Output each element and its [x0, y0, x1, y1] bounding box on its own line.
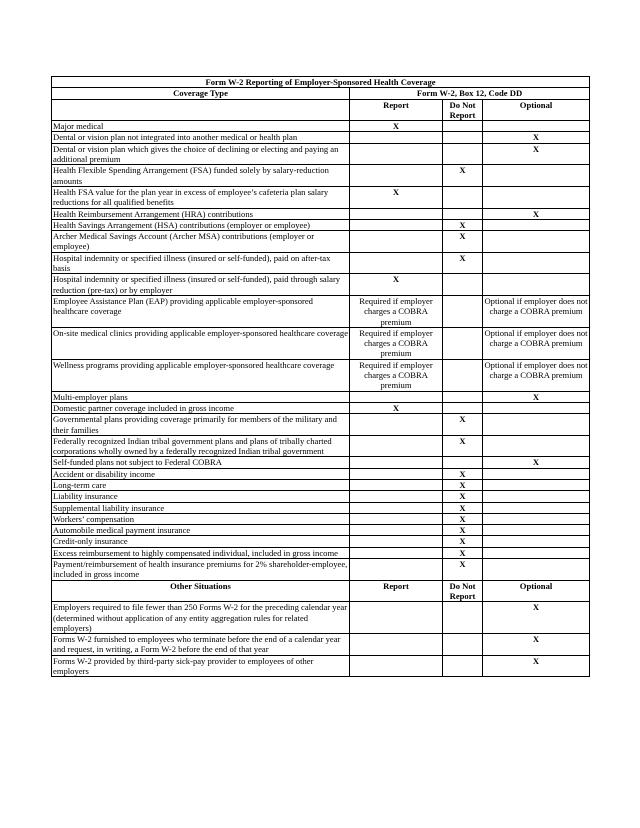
report-cell — [350, 208, 443, 219]
do-not-report-cell: X — [443, 547, 483, 558]
coverage-type-cell: Automobile medical payment insurance — [52, 525, 350, 536]
optional-cell — [483, 435, 590, 457]
report-cell — [350, 143, 443, 165]
report-cell: Required if employer charges a COBRA premium — [350, 295, 443, 327]
coverage-type-cell: Domestic partner coverage included in gross income — [52, 402, 350, 413]
do-not-report-cell: X — [443, 491, 483, 502]
optional-cell: X — [483, 634, 590, 656]
optional-cell — [483, 252, 590, 274]
do-not-report-cell — [443, 655, 483, 677]
table-row — [52, 295, 590, 327]
coverage-type-cell: Forms W-2 provided by third-party sick-pay provider to employees of other employers — [52, 655, 350, 677]
do-not-report-header: Do Not Report — [443, 99, 483, 121]
table-row — [52, 502, 590, 513]
do-not-report-cell — [443, 208, 483, 219]
optional-cell — [483, 536, 590, 547]
header-row-2 — [52, 99, 590, 121]
report-cell — [350, 414, 443, 436]
coverage-type-cell: Employee Assistance Plan (EAP) providing applicable employer-sponsored healthcare coverage — [52, 295, 350, 327]
header-row-1 — [52, 88, 590, 99]
do-not-report-cell — [443, 186, 483, 208]
report-cell: X — [350, 402, 443, 413]
optional-cell: X — [483, 208, 590, 219]
optional-cell — [483, 468, 590, 479]
optional-cell — [483, 479, 590, 490]
do-not-report-cell: X — [443, 165, 483, 187]
do-not-report-cell — [443, 402, 483, 413]
table-row — [52, 132, 590, 143]
coverage-type-cell: Forms W-2 furnished to employees who terminate before the end of a calendar year and request, in writing, a Form W-2 before the end of that year — [52, 634, 350, 656]
table-row — [52, 208, 590, 219]
do-not-report-cell: X — [443, 502, 483, 513]
coverage-type-cell: Hospital indemnity or specified illness (insured or self-funded), paid on after-tax basis — [52, 252, 350, 274]
report-cell — [350, 602, 443, 634]
optional-header: Optional — [483, 99, 590, 121]
optional-cell: Optional if employer does not charge a COBRA premium — [483, 359, 590, 391]
coverage-type-cell: Health Reimbursement Arrangement (HRA) contributions — [52, 208, 350, 219]
coverage-type-cell: Dental or vision plan not integrated into another medical or health plan — [52, 132, 350, 143]
optional-cell — [483, 402, 590, 413]
report-cell — [350, 547, 443, 558]
table-row — [52, 491, 590, 502]
table-row — [52, 525, 590, 536]
coverage-type-cell: Health Flexible Spending Arrangement (FSA) funded solely by salary-reduction amounts — [52, 165, 350, 187]
coverage-type-cell: Multi-employer plans — [52, 391, 350, 402]
optional-cell — [483, 186, 590, 208]
table-title: Form W-2 Reporting of Employer-Sponsored Health Coverage — [52, 77, 590, 88]
table-row — [52, 655, 590, 677]
report-cell — [350, 165, 443, 187]
optional-cell — [483, 274, 590, 296]
table-row — [52, 219, 590, 230]
coverage-type-cell: Excess reimbursement to highly compensated individual, included in gross income — [52, 547, 350, 558]
table-row — [52, 513, 590, 524]
report-cell: X — [350, 274, 443, 296]
table-title-row — [52, 77, 590, 88]
coverage-type-cell: Dental or vision plan which gives the choice of declining or electing and paying an additional premium — [52, 143, 350, 165]
coverage-type-cell: Archer Medical Savings Account (Archer MSA) contributions (employer or employee) — [52, 231, 350, 253]
do-not-report-cell — [443, 295, 483, 327]
do-not-report-cell — [443, 327, 483, 359]
report-cell: X — [350, 186, 443, 208]
do-not-report-cell: X — [443, 468, 483, 479]
optional-cell: X — [483, 143, 590, 165]
table-row — [52, 274, 590, 296]
report-cell — [350, 491, 443, 502]
do-not-report-cell — [443, 457, 483, 468]
coverage-type-cell: Workers’ compensation — [52, 513, 350, 524]
optional-cell: X — [483, 457, 590, 468]
table-row — [52, 402, 590, 413]
report-cell — [350, 391, 443, 402]
optional-cell — [483, 165, 590, 187]
coverage-type-cell: Governmental plans providing coverage primarily for members of the military and their families — [52, 414, 350, 436]
table-row — [52, 559, 590, 581]
report-cell — [350, 513, 443, 524]
table-row — [52, 121, 590, 132]
optional-cell — [483, 231, 590, 253]
do-not-report-cell — [443, 143, 483, 165]
coverage-type-cell: Federally recognized Indian tribal government plans and plans of tribally charted corporations wholly owned by a federally recognized Indian tribal government — [52, 435, 350, 457]
do-not-report-cell — [443, 121, 483, 132]
table-row — [52, 391, 590, 402]
optional-cell: X — [483, 132, 590, 143]
report-cell — [350, 655, 443, 677]
other-situations-header: Other Situations — [52, 580, 350, 602]
coverage-type-cell: Major medical — [52, 121, 350, 132]
header-blank-cell — [52, 99, 350, 121]
report-cell — [350, 219, 443, 230]
do-not-report-cell — [443, 359, 483, 391]
do-not-report-cell: X — [443, 435, 483, 457]
do-not-report-cell: X — [443, 513, 483, 524]
report-cell — [350, 479, 443, 490]
table-row — [52, 602, 590, 634]
coverage-type-cell: Health Savings Arrangement (HSA) contributions (employer or employee) — [52, 219, 350, 230]
do-not-report-cell — [443, 274, 483, 296]
table-row — [52, 435, 590, 457]
coverage-type-cell: Long-term care — [52, 479, 350, 490]
coverage-type-cell: Wellness programs providing applicable employer-sponsored healthcare coverage — [52, 359, 350, 391]
other-situations-header-row — [52, 580, 590, 602]
do-not-report-cell — [443, 391, 483, 402]
optional-cell — [483, 525, 590, 536]
do-not-report-header: Do Not Report — [443, 580, 483, 602]
optional-header: Optional — [483, 580, 590, 602]
report-header: Report — [350, 580, 443, 602]
table-row — [52, 252, 590, 274]
table-row — [52, 547, 590, 558]
table-row — [52, 479, 590, 490]
report-cell: Required if employer charges a COBRA premium — [350, 359, 443, 391]
report-cell: Required if employer charges a COBRA premium — [350, 327, 443, 359]
optional-cell — [483, 547, 590, 558]
table-row — [52, 359, 590, 391]
do-not-report-cell: X — [443, 219, 483, 230]
coverage-type-cell: Liability insurance — [52, 491, 350, 502]
report-cell: X — [350, 121, 443, 132]
report-cell — [350, 457, 443, 468]
coverage-type-cell: Credit-only insurance — [52, 536, 350, 547]
report-cell — [350, 435, 443, 457]
box12-group-header: Form W-2, Box 12, Code DD — [350, 88, 590, 99]
optional-cell: Optional if employer does not charge a COBRA premium — [483, 327, 590, 359]
table-row — [52, 231, 590, 253]
do-not-report-cell: X — [443, 559, 483, 581]
coverage-type-header: Coverage Type — [52, 88, 350, 99]
optional-cell — [483, 559, 590, 581]
report-header: Report — [350, 99, 443, 121]
table-row — [52, 414, 590, 436]
do-not-report-cell: X — [443, 414, 483, 436]
report-cell — [350, 502, 443, 513]
do-not-report-cell: X — [443, 536, 483, 547]
optional-cell: X — [483, 391, 590, 402]
table-row — [52, 327, 590, 359]
optional-cell — [483, 121, 590, 132]
optional-cell — [483, 414, 590, 436]
table-row — [52, 143, 590, 165]
coverage-type-cell: Health FSA value for the plan year in excess of employee’s cafeteria plan salary reductions for all qualified benefits — [52, 186, 350, 208]
optional-cell — [483, 219, 590, 230]
coverage-type-cell: Employers required to file fewer than 250 Forms W-2 for the preceding calendar year (determined without application of any entity aggregation rules for related employers) — [52, 602, 350, 634]
do-not-report-cell — [443, 132, 483, 143]
optional-cell — [483, 502, 590, 513]
table-row — [52, 634, 590, 656]
coverage-type-cell: Payment/reimbursement of health insurance premiums for 2% shareholder-employee, included in gross income — [52, 559, 350, 581]
do-not-report-cell: X — [443, 252, 483, 274]
table-row — [52, 468, 590, 479]
optional-cell: X — [483, 655, 590, 677]
report-cell — [350, 231, 443, 253]
table-row — [52, 186, 590, 208]
do-not-report-cell: X — [443, 479, 483, 490]
w2-coverage-table — [51, 76, 590, 677]
report-cell — [350, 525, 443, 536]
coverage-type-cell: Supplemental liability insurance — [52, 502, 350, 513]
report-cell — [350, 536, 443, 547]
table-row — [52, 165, 590, 187]
coverage-type-cell: Self-funded plans not subject to Federal COBRA — [52, 457, 350, 468]
coverage-type-cell: Accident or disability income — [52, 468, 350, 479]
coverage-type-cell: Hospital indemnity or specified illness (insured or self-funded), paid through salary reduction (pre-tax) or by employer — [52, 274, 350, 296]
report-cell — [350, 468, 443, 479]
do-not-report-cell — [443, 602, 483, 634]
do-not-report-cell: X — [443, 231, 483, 253]
report-cell — [350, 132, 443, 143]
optional-cell: Optional if employer does not charge a COBRA premium — [483, 295, 590, 327]
table-row — [52, 536, 590, 547]
do-not-report-cell: X — [443, 525, 483, 536]
optional-cell — [483, 491, 590, 502]
do-not-report-cell — [443, 634, 483, 656]
optional-cell: X — [483, 602, 590, 634]
report-cell — [350, 252, 443, 274]
table-row — [52, 457, 590, 468]
report-cell — [350, 634, 443, 656]
coverage-type-cell: On-site medical clinics providing applicable employer-sponsored healthcare coverage — [52, 327, 350, 359]
report-cell — [350, 559, 443, 581]
optional-cell — [483, 513, 590, 524]
